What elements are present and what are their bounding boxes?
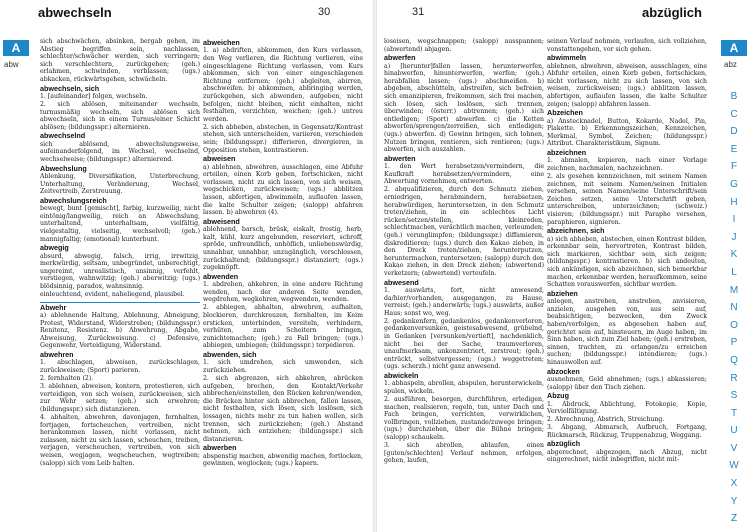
book-gutter <box>373 0 377 532</box>
alphabet-letter-u[interactable]: U <box>730 425 738 437</box>
thumb-index-sub-right: abz <box>724 60 737 69</box>
headword: abwerfen <box>384 53 416 63</box>
headword: abweisen <box>203 154 236 164</box>
alphabet-letter-x[interactable]: X <box>730 478 738 490</box>
entry-text: 1. [aufeinander] folgen, wechseln. <box>40 92 148 100</box>
alphabet-letter-r[interactable]: R <box>730 372 738 384</box>
entry-text: 1. sich umdrehen, sich umwenden, sich zurückziehen. <box>203 359 363 374</box>
headword: Abzeichen <box>547 108 583 118</box>
headword: abweichen <box>203 38 240 47</box>
entry-text: a) ablehnen, abwehren, ausschlagen, eine Abfuhr erteilen, einen Korb geben, fortschicken, nicht vorlassen, nicht zu sich lassen, von sich weisen, wegschicken, zurückweisen; (ugs.) abblitzen lassen, abfertigen, abwimmeln, auflaufen lassen, die kalte Schulter zeigen; (salopp) abfahren lassen. b) abwehren (4). <box>203 163 363 217</box>
entry-text: a) [herunter]fallen lassen, herunterwerfen, hinabwerfen, hinunterwerfen, werfen; (geh.) herabfallen lassen; (ugs.) abschmeißen. b) abgeben, abschütteln, abstreifen, sich befreien, sich emanzipieren, freikommen, sich frei machen, sich lösen, sich loslösen, sich trennen, überwinden; (österr.) abtrennen; (geh.) sich entledigen; (Sport) abwerfen. c) die Ketten abwerfen/sprengen/zerreißen, sich entledigen; (ugs.) abwerfen. d) Gewinn bringen, sich lohnen, Nutzen bringen, rentieren, sich rentieren; (ugs.) abwerfen, sich auszahlen. <box>384 62 544 154</box>
headword: abwehren <box>40 350 74 360</box>
entry-text: absurd, abwegig, falsch, irrig, irrwitzig, merkwürdig, seltsam, unbegründet, unberechtigt, ungereimt, unrealistisch, unsinnig, verfehlt, verstiegen, wahnwitzig; (geh.) aberwitzig; (ugs.) blödsinnig, paradox, wahnsinnig. <box>40 252 200 290</box>
entry-text: 2. als gesehen kennzeichnen, mit seinem Namen zeichnen, mit seinem Namen/seinen Initialen versehen, seinen Namen/seine Unterschrift/sein Zeichen setzen, seine Unterschrift geben, unterschreiben, unterzeichnen; (schweiz.) visieren; (bildungsspr.) mit Paraphe versehen, paraphieren, signieren. <box>547 173 707 226</box>
headword: abwegig <box>40 243 69 253</box>
alphabet-letter-f[interactable]: F <box>730 161 738 173</box>
entry-text: Ablenkung, Diversifikation, Unterbrechung, Unterhaltung, Veränderung, Wechsel, Zeitvertreib, Zerstreuung. <box>40 173 200 196</box>
alphabet-letter-c[interactable]: C <box>730 108 738 120</box>
entry-text: 3. Abgang, Abmarsch, Aufbruch, Fortgang, Rückmarsch, Rückzug, Truppenabzug, Weggang. <box>547 424 707 439</box>
entry-text: 2. sich ablösen, miteinander wechseln, turnusmäßig wechseln, sich ablösen sich abwechseln, sich in einem Turnus/einer Schicht ablösen; (bildungsspr.) alternieren. <box>40 101 200 131</box>
entry-text: a) Anstecknadel, Button, Kokarde, Nadel, Pin, Plakette. b) Erkennungszeichen, Kennzeichen, Merkmal, Symbol, Zeichen; (bildungsspr.) Attribut. Charakteristikum, Signum. <box>547 117 707 148</box>
alphabet-letter-n[interactable]: N <box>730 302 738 314</box>
running-head-right: abzüglich <box>642 5 702 20</box>
headword: abwechseln, sich <box>40 83 100 93</box>
alphabet-letter-m[interactable]: M <box>729 284 739 296</box>
entry-text: 1. abmalen, kopieren, nach einer Vorlage zeichnen, nachmalen, nachzeichnen. <box>547 157 707 172</box>
thumb-index-tab-right[interactable]: A <box>721 40 747 56</box>
headword: abzocken <box>547 366 580 376</box>
headword: abwerben <box>203 443 237 453</box>
entry-text: 1. abdrehen, abkehren, in eine andere Richtung wenden, nach der anderen Seite wenden, wegdrehen, wegkehren, wegwenden, wenden. <box>203 281 363 304</box>
thumb-index-tab-left[interactable]: A <box>3 40 29 56</box>
headword: abziehen <box>547 288 578 298</box>
entry-text: einleuchtend, evident, naheliegend, plausibel. <box>40 291 185 299</box>
entry-text: 2. ausführen, besorgen, durchführen, erledigen, machen, realisieren, regeln, tun, unter Dach und Fach bringen, verrichten, verwirklichen, vollbringen, vollziehen, zustande/zuwege bringen; (ugs.) durchziehen, über die Bühne bringen; (salopp) schaukeln. <box>384 396 544 442</box>
alphabet-letter-g[interactable]: G <box>730 178 738 190</box>
entry-text: 2. fernhalten (2). <box>40 375 94 383</box>
alphabet-letter-k[interactable]: K <box>730 249 738 261</box>
alphabet-letter-v[interactable]: V <box>730 442 738 454</box>
alphabet-index <box>723 88 745 528</box>
entry-text: 1. a) abdriften, abkommen, den Kurs verlassen, den Weg verlieren, die Richtung verlieren, eine eingeschlagene Richtung verlassen, vom Kurs abkommen, sich von einer eingeschlagenen Richtung entfernen; (geh.) abgleiten, abirren, abschweifen. b) abkommen, abbringing werden, zurückgehen, sich abwenden, aufgeben, nicht befolgen, nicht bleiben, nicht einhalten, nicht festhalten, verzichten, weichen; (geh.) untreu werden. <box>203 47 363 123</box>
alphabet-letter-w[interactable]: W <box>729 460 739 472</box>
headword: Abwechslung <box>40 163 87 173</box>
entry-text: 1. abhaspeln, abrollen, abspulen, herunterwickeln, spulen, wickeln. <box>384 380 544 395</box>
headword: abwesend <box>384 277 419 287</box>
headword: Abzug <box>547 391 569 401</box>
alphabet-letter-o[interactable]: O <box>730 319 738 331</box>
entry-text: 2. sich abheben, abstechen, in Gegensatz/Kontrast stehen, sich unterscheiden, variieren, verschieden sein; (bildungsspr.) differieren, divergieren, in Opposition stehen, kontrastieren. <box>203 123 363 154</box>
entry-text: 3. ablehnen, abweisen, kontern, protestieren, sich verteidigen, von sich weisen, zurückweisen, sich zur Wehr setzen; (geh.) sich erwehren; (bildungsspr.) sich distanzieren. <box>40 383 200 413</box>
entry-text: 2. gedankenfern, gedankenlos, gedankenverloren, gedankenversunken, geistesabwesend, grübelnd, in Gedanken [versunken/vertieft], nachdenklich, nicht bei der Sache, traumverloren, unaufmerksam, unkonzentriert, zerstreut; (geh.) entrückt, selbstvergessen; (ugs.) weggetreten; (ugs. scherzh.) nicht ganz anwesend. <box>384 317 544 371</box>
alphabet-letter-h[interactable]: H <box>730 196 738 208</box>
entry-text: 1. auswärts, fort, nicht anwesend, da/hier/vorhanden, ausgegangen, zu Hause, verreist; (geh.) anderwärts; (ugs.) auswärts, außer Haus; sonst wo, weg. <box>384 286 544 317</box>
entry-text: 3. sich abrollen, ablaufen, einen [guten/schlechten] Verlauf nehmen, erfolgen, gehen, laufen, <box>384 442 544 465</box>
entry-text: sich ablösend, abwechslungsweise, aufeinanderfolgend, im Wechsel, wechselnd, wechselweise; (bildungsspr.) alternierend. <box>40 140 200 164</box>
page-number-left: 30 <box>318 6 331 18</box>
entry-text: 1. den Wert herabsetzen/vermindern, die Kaufkraft herabsetzen/vermindern, eine Abwertung vornehmen, entwerten. <box>384 163 544 186</box>
entry-text: abgerechnet, abgezogen, nach Abzug, nicht eingerechnet, nicht inbegriffen, nicht mit- <box>547 448 707 464</box>
alphabet-letter-z[interactable]: Z <box>730 513 738 525</box>
headword: abzüglich <box>547 439 581 449</box>
headword: abweisend <box>203 216 240 226</box>
headword: abwickeln <box>384 370 419 380</box>
alphabet-letter-t[interactable]: T <box>730 407 738 419</box>
dictionary-column-4 <box>547 38 707 528</box>
entry-text: loseisen, wegschnappen; (salopp) ausspannen; (abwertend) abjagen. <box>384 38 544 53</box>
entry-text: ablehnen, abwehren, abweisen, ausschlagen, eine Abfuhr erteilen, einen Korb geben, fortschicken, nicht vorlassen, nicht zu sich lassen, von sich weisen, zurückweisen; (ugs.) abblitzen lassen, abfertigen, auflaufen lassen, die kalte Schulter zeigen; (salopp) abfahren lassen. <box>547 62 707 108</box>
headword: abwerten <box>384 153 416 163</box>
headword: abwenden <box>203 271 239 281</box>
entry-text: a) ablehnende Haltung, Ablehnung, Abneigung, Protest, Widerstand, Widerstreben; (bildungsspr.) Renitenz, Resistenz. b) Abwehrung, Abgabe, Abweisung, Zurückweisung. c) Defensive, Gegenwehr, Verteidigung, Widerstand. <box>40 312 200 350</box>
entry-text: abspenstig machen, abwendig machen, fortlocken, gewinnen, weglocken; (ugs.) kapern. <box>203 452 363 468</box>
entry-text: ausnehmen, Geld abnehmen; (ugs.) abkassieren; (salopp) über den Tisch ziehen. <box>547 375 707 391</box>
entry-text: ablehnend, barsch, brüsk, eiskalt, frostig, herb, kalt, kühl, kurz angebunden, reserviert, schroff, spröde, unfreundlich, unhöflich, unliebenswürdig, unnahbar, unnahbar, unzugänglich, verschlossen, zurückhaltend; (bildungsspr.) distanziert; (ugs.) zugeknöpft. <box>203 226 363 272</box>
entry-text: a) sich abheben, abstechen, einen Kontrast bilden, erkennbar sein, hervortreten, Kontrast bilden, sich markieren, sichtbar sein, sich zeigen; (bildungsspr.) kontrastieren. b) sich andeuten, sich ankündigen, sich abzeichnen, sich bemerkbar machen, erkennbar werden, heraufkommen, seine Schatten vorauswerfen, sichtbar werden. <box>547 235 707 289</box>
alphabet-letter-p[interactable]: P <box>730 337 738 349</box>
alphabet-letter-y[interactable]: Y <box>730 495 738 507</box>
headword: abwenden, sich <box>203 350 257 359</box>
dictionary-column-1 <box>40 38 200 528</box>
alphabet-letter-l[interactable]: L <box>731 266 737 278</box>
entry-text: 1. abschlagen, abweisen, zurückschlagen, zurückweisen; (Sport) parieren. <box>40 359 200 375</box>
entry-text: sich abschwächen, absinken, bergab gehen, im Abstieg begriffen sein, nachlassen, schlechter/schwächer werden, sich verringern; sich verschlechtern, zurückgehen; (geh.) erlahmen, schwinden, verblassen; (ugs.) abkacken, rückwärtsgehen, schwächeln. <box>40 38 200 83</box>
alphabet-letter-b[interactable]: B <box>730 91 738 102</box>
page-number-right: 31 <box>412 6 425 18</box>
headword: Abwehr <box>40 302 67 312</box>
entry-text: 2. abqualifizieren, durch den Schmutz ziehen, erniedrigen, herabmindern, herabsetzen, herabwürdigen, heruntersetzen, in den Schmutz treten/ziehen, in ein schlechtes Licht rücken/setzen/stellen, kleinreden, schlechtmachen, verächtlich machen, verleumden; (geh.) verunglimpfen; (bildungsspr.) diffamieren, diskreditieren; (ugs.) durch den Kakao ziehen, in den Dreck treten/ziehen, herunterputzen, heruntermachen, runtersetzen; (salopp) durch den Kakao ziehen, in den Dreck ziehen; (abwertend) verketzern; (abwertend) verteufeln. <box>384 186 544 277</box>
entry-text: 2. sich abgrenzen, sich abkehren, abrücken aufgeben, brechen, den Kontakt/Verkehr abbrechen/einstellen, den Rücken kehren/wenden, die Brücken hinter sich abbrechen, fallen lassen, nicht festhalten, sich lösen, sich loslösen, sich lossagen, nichts mehr zu tun haben wollen, sich trennen, sich zurückziehen; (geh.) Abstand nehmen, sich entziehen; (bildungsspr.) sich distanzieren. <box>203 375 363 443</box>
headword: abwimmeln <box>547 53 587 63</box>
headword: abwechselnd <box>40 131 86 141</box>
running-head-left: abwechseln <box>38 5 112 20</box>
entry-text: 4. abhalten, abwehren, davonjagen, fernhalten, fortjagen, fortscheuchen, vertreiben, nicht herankommen lassen, nicht vorlassen, nicht zulassen, nicht zu sich lassen, scheuchen, treiben, verjagen, verscheuchen, vertreiben, von sich weisen, wegjagen, wegscheuchen, wegtreiben; (salopp) sich vom Leib halten. <box>40 414 200 467</box>
alphabet-letter-d[interactable]: D <box>730 126 738 138</box>
entry-text: seinen Verlauf nehmen, verlaufen, sich vollziehen, vonstattengehen, vor sich gehen. <box>547 38 707 53</box>
entry-text: 1. Abdruck, Ablichtung, Fotokopie, Kopie, Vervielfältigung. <box>547 400 707 416</box>
alphabet-letter-j[interactable]: J <box>731 231 737 243</box>
headword: abwechslungsreich <box>40 195 107 205</box>
entry-text: bewegt, bunt [gemischt], farbig, kurzweilig, nicht eintönig/langweilig, reich an Abwechslung, unterhaltend, unterhaltsam, vielfältig, vielgestaltig, vielseitig, wechselvoll; (geh.) mannigfaltig; (emotional) kunterbunt. <box>40 205 200 243</box>
alphabet-letter-e[interactable]: E <box>730 143 738 155</box>
entry-text: 2. Abrechnung, Abstrich, Streichung. <box>547 416 665 424</box>
entry-text: anlegen, anstreben, anstreben, anvisieren, anzielen, ausgehen von, aus sein auf, beabsichtigen, bezwecken, den Zweck haben/verfolgen, es abgesehen haben auf, gerichtet sein auf, hinsteuern, im Auge haben, im Sinn haben, sich zum Ziel haben; (geh.) erstreben, sinnen, trachten, zu erlangen/zu erreichen suchen; (bildungsspr.) intendieren; (ugs.) hinauswollen auf. <box>547 298 707 366</box>
alphabet-letter-q[interactable]: Q <box>730 354 738 366</box>
entry-text: 2. abbiegen, abhalten, abwehren, aufhalten, blockieren, durchkreuzen, fernhalten, im Keim ersticken, unterbinden, vereiteln, verhindern, verhüten, zum Scheitern bringen, zunichtemachen; (geh.) zu Fall bringen; (ugs.) abbiegen, umbiegen; (bildungsspr.) torpedieren. <box>203 304 363 350</box>
alphabet-letter-i[interactable]: I <box>732 214 736 226</box>
dictionary-column-2 <box>203 38 363 528</box>
alphabet-letter-s[interactable]: S <box>730 390 738 402</box>
dictionary-column-3 <box>384 38 544 528</box>
thumb-index-sub-left: abw <box>4 60 19 69</box>
headword: abzeichnen, sich <box>547 226 605 236</box>
headword: abzeichnen <box>547 147 587 157</box>
